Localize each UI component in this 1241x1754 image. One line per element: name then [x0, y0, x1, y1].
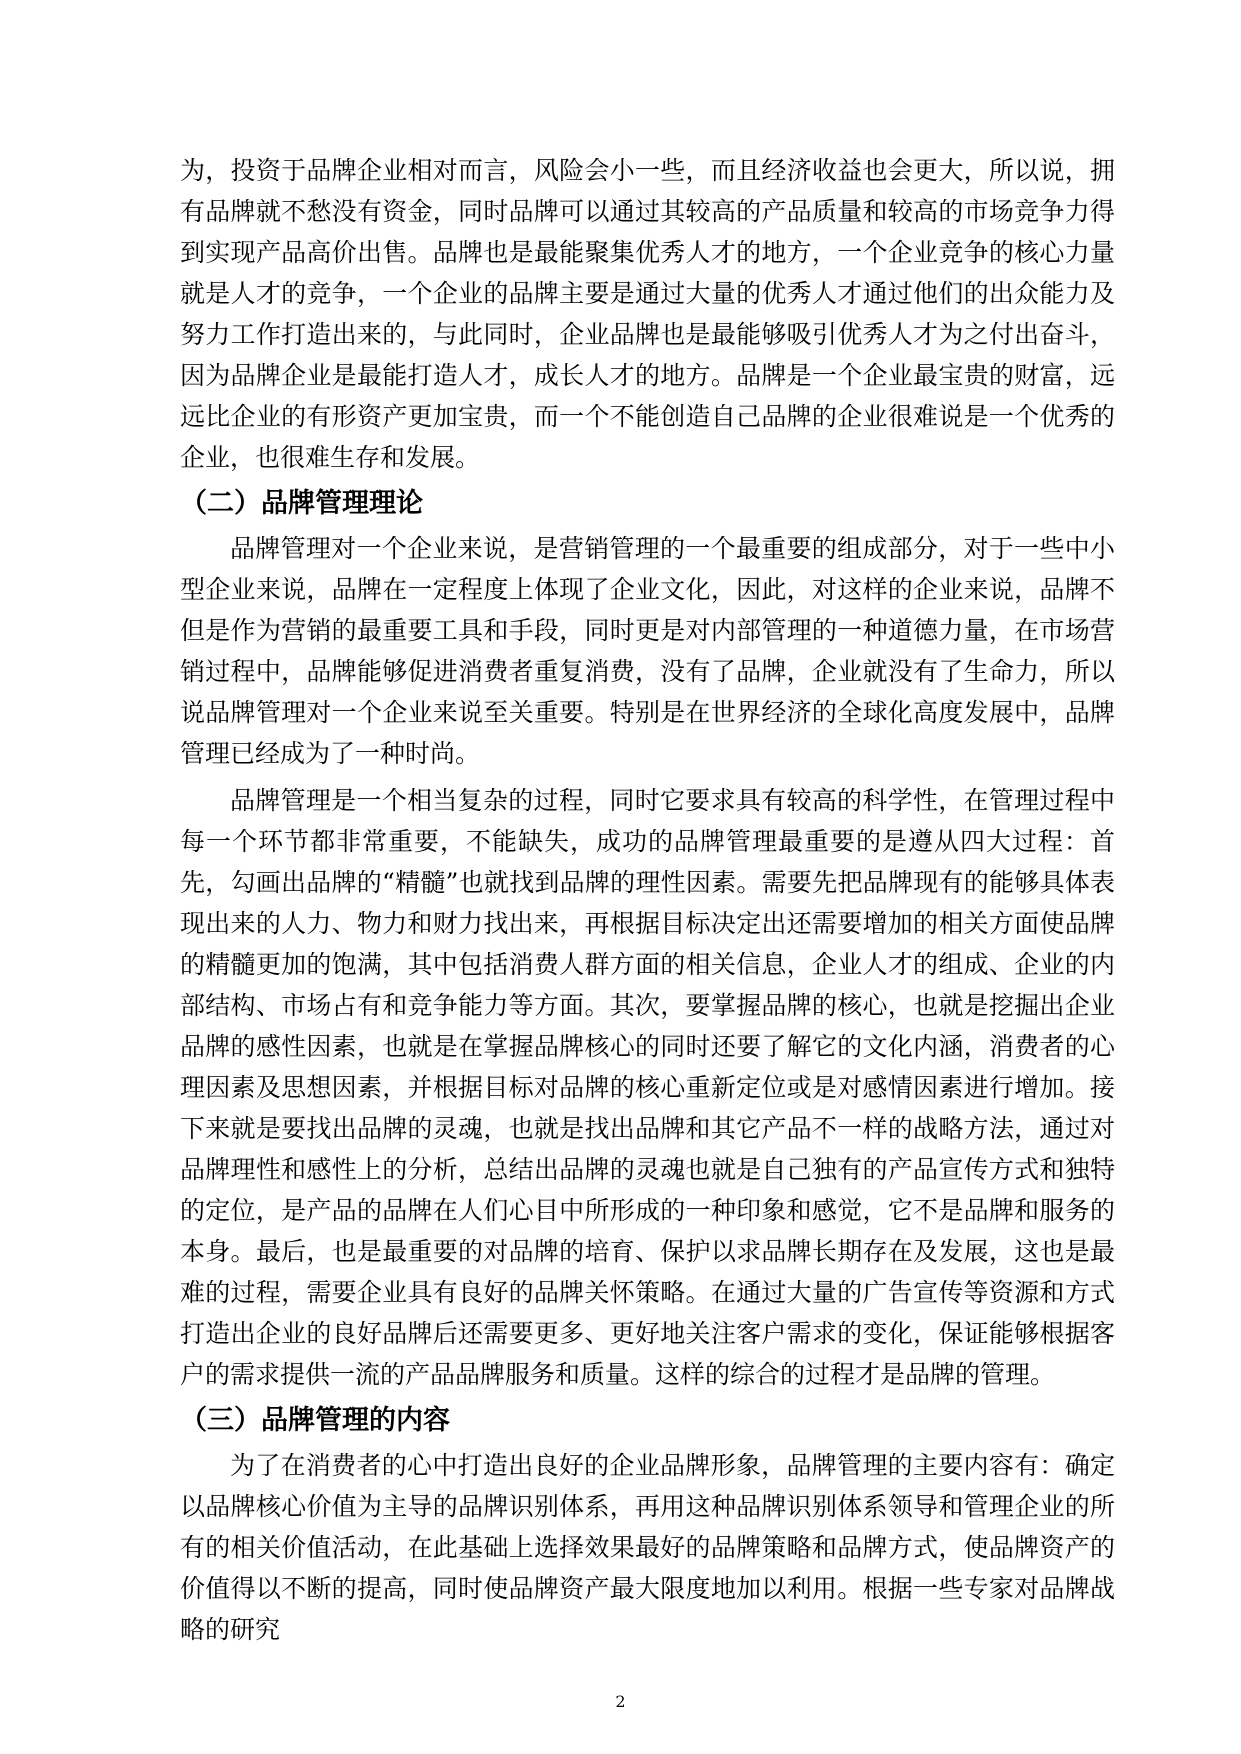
paragraph-brand-management-content: 为了在消费者的心中打造出良好的企业品牌形象，品牌管理的主要内容有：确定以品牌核心价值为主导的品牌识别体系，再用这种品牌识别体系领导和管理企业的所有的相关价值活动，在此基础上选择效果最好的品牌策略和品牌方式，使品牌资产的价值得以不断的提高，同时使品牌资产最大限度地加以利用。根据一些专家对品牌战略的研究: [180, 1451, 1115, 1644]
section-heading-brand-management-theory: （二）品牌管理理论: [180, 488, 423, 519]
paragraph-brand-management-importance: 品牌管理对一个企业来说，是营销管理的一个最重要的组成部分，对于一些中小型企业来说，品牌在一定程度上体现了企业文化，因此，对这样的企业来说，品牌不但是作为营销的最重要工具和手段，同时更是对内部管理的一种道德力量，在市场营销过程中，品牌能够促进消费者重复消费，没有了品牌，企业就没有了生命力，所以说品牌管理对一个企业来说至关重要。特别是在世界经济的全球化高度发展中，品牌管理已经成为了一种时尚。: [180, 534, 1115, 768]
section-heading-brand-management-content: （三）品牌管理的内容: [180, 1405, 450, 1436]
paragraph-brand-management-process: 品牌管理是一个相当复杂的过程，同时它要求具有较高的科学性，在管理过程中每一个环节都非常重要，不能缺失，成功的品牌管理最重要的是遵从四大过程：首先，勾画出品牌的“精髓”也就找到品牌的理性因素。需要先把品牌现有的能够具体表现出来的人力、物力和财力找出来，再根据目标决定出还需要增加的相关方面使品牌的精髓更加的饱满，其中包括消费人群方面的相关信息，企业人才的组成、企业的内部结构、市场占有和竞争能力等方面。其次，要掌握品牌的核心，也就是挖掘出企业品牌的感性因素，也就是在掌握品牌核心的同时还要了解它的文化内涵，消费者的心理因素及思想因素，并根据目标对品牌的核心重新定位或是对感情因素进行增加。接下来就是要找出品牌的灵魂，也就是找出品牌和其它产品不一样的战略方法，通过对品牌理性和感性上的分析，总结出品牌的灵魂也就是自己独有的产品宣传方式和独特的定位，是产品的品牌在人们心目中所形成的一种印象和感觉，它不是品牌和服务的本身。最后，也是最重要的对品牌的培育、保护以求品牌长期存在及发展，这也是最难的过程，需要企业具有良好的品牌关怀策略。在通过大量的广告宣传等资源和方式打造出企业的良好品牌后还需要更多、更好地关注客户需求的变化，保证能够根据客户的需求提供一流的产品品牌服务和质量。这样的综合的过程才是品牌的管理。: [180, 786, 1115, 1389]
page-number: 2: [615, 1692, 626, 1711]
page-body: [180, 150, 1115, 1650]
paragraph-brand-value-continued: 为，投资于品牌企业相对而言，风险会小一些，而且经济收益也会更大，所以说，拥有品牌就不愁没有资金，同时品牌可以通过其较高的产品质量和较高的市场竞争力得到实现产品高价出售。品牌也是最能聚集优秀人才的地方，一个企业竞争的核心力量就是人才的竞争，一个企业的品牌主要是通过大量的优秀人才通过他们的出众能力及努力工作打造出来的，与此同时，企业品牌也是最能够吸引优秀人才为之付出奋斗，因为品牌企业是最能打造人才，成长人才的地方。品牌是一个企业最宝贵的财富，远远比企业的有形资产更加宝贵，而一个不能创造自己品牌的企业很难说是一个优秀的企业，也很难生存和发展。: [180, 156, 1115, 472]
